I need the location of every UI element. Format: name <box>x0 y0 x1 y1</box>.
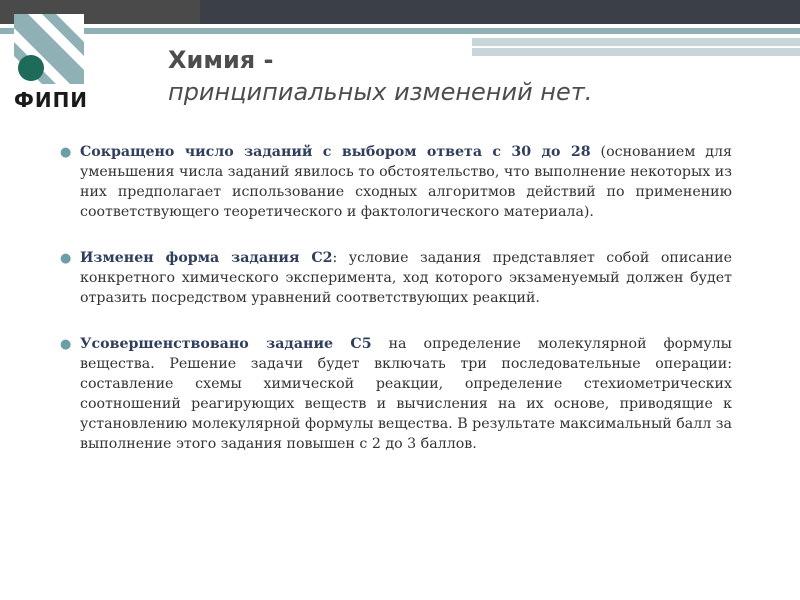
bullet-item-2 <box>60 248 732 308</box>
header-stripe-teal <box>0 28 800 34</box>
title-line-1: Химия - <box>168 46 274 74</box>
fipi-logo-graphic <box>14 14 84 84</box>
bullet-dot-icon: ● <box>60 251 72 266</box>
title-line-2: принципиальных изменений нет. <box>168 78 593 106</box>
bullet-1-bold: Сокращено число заданий с выбором ответа с 30 до 28 <box>80 144 591 160</box>
bullet-2-text: : условие задания представляет собой описание конкретного химического эксперимента, ход которого экзаменуемый должен будет отразить посредством уравнений соответствующих реакций. <box>80 250 732 306</box>
bullet-1-text: (основанием для уменьшения числа заданий явилось то обстоятельство, что выполнение некоторых из них предполагает использование сходных алгоритмов действий по применению соответствующего теоретического и фактологического материала). <box>80 144 732 220</box>
bullet-item-3 <box>60 334 732 454</box>
logo-text: ФИПИ <box>14 88 89 112</box>
fipi-logo <box>14 14 89 114</box>
bullet-3-bold: Усовершенствовано задание С5 <box>80 336 372 352</box>
top-band-dark <box>200 0 800 24</box>
bullet-dot-icon: ● <box>60 337 72 352</box>
slide-content <box>60 142 732 480</box>
bullet-2-bold: Изменен форма задания С2 <box>80 250 333 266</box>
bullet-item-1 <box>60 142 732 222</box>
slide-title <box>168 44 592 108</box>
bullet-3-text: на определение молекулярной формулы вещества. Решение задачи будет включать три последовательные операции: составление схемы химической реакции, определение стехиометрических соотношений реагирующих веществ и вычисления на их основе, приводящие к установлению молекулярной формулы вещества. В результате максимальный балл за выполнение этого задания повышен с 2 до 3 баллов. <box>80 336 732 452</box>
bullet-dot-icon: ● <box>60 145 72 160</box>
